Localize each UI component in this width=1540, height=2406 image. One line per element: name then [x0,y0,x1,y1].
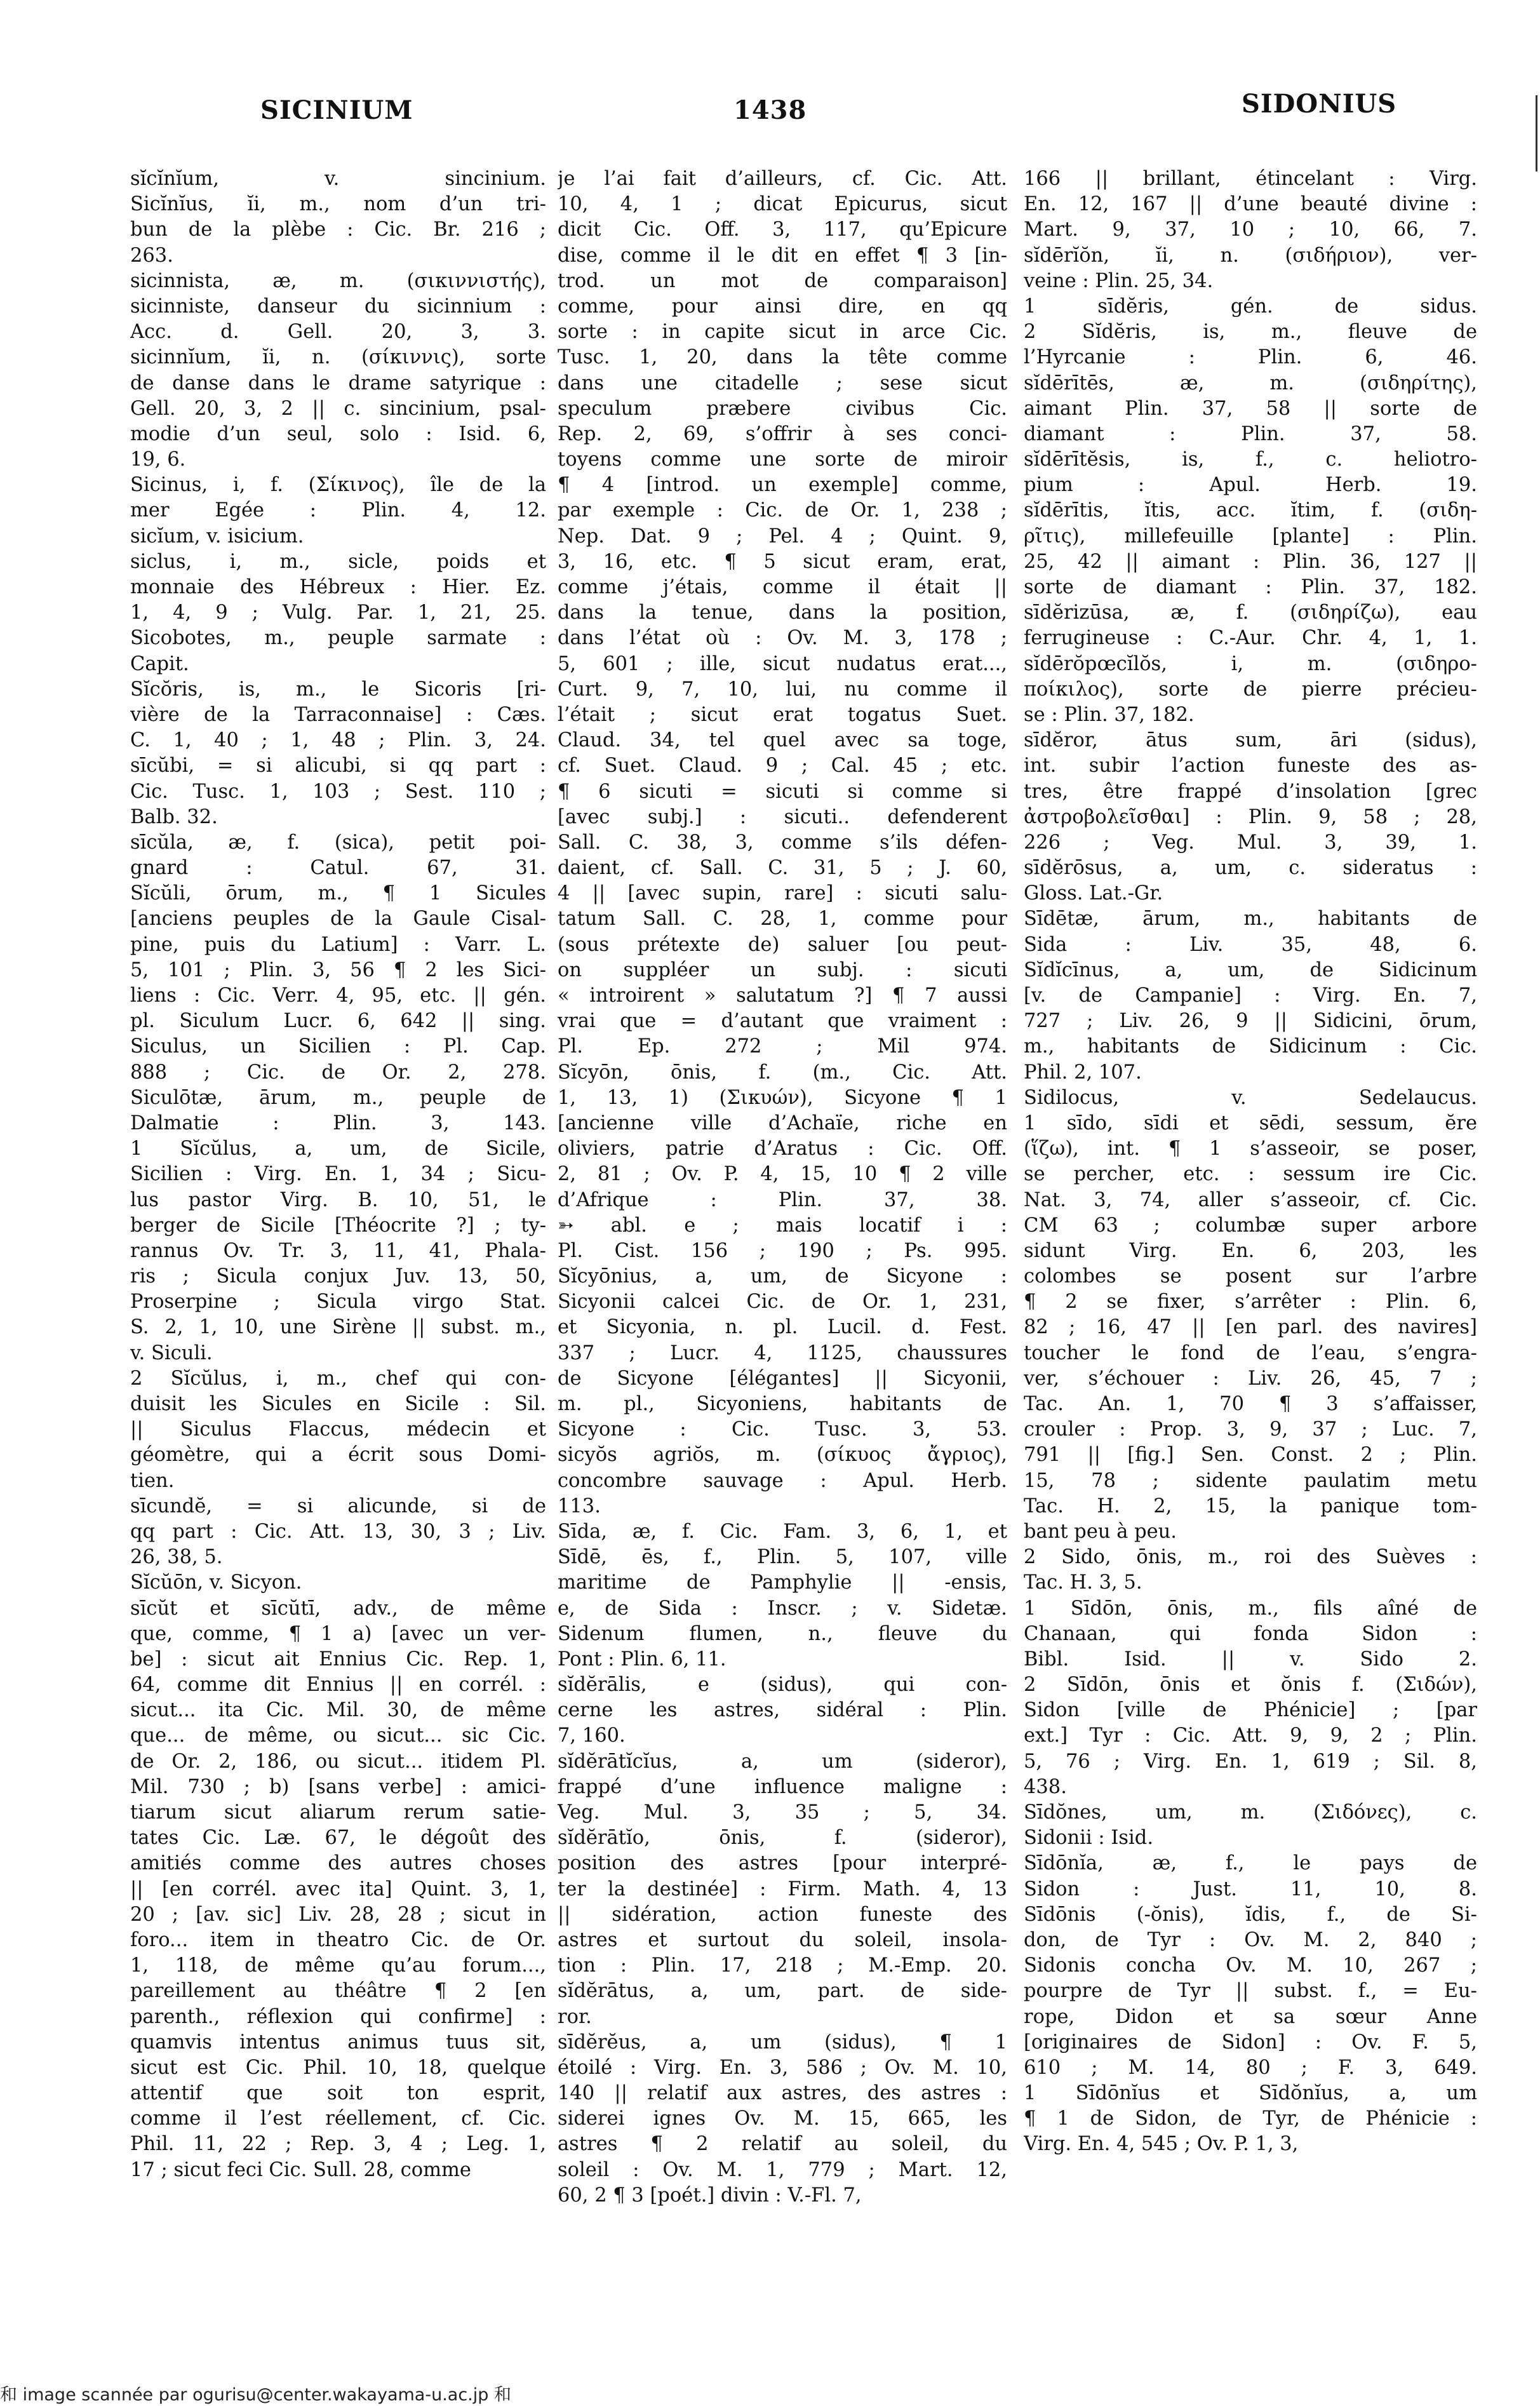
text-line: 1, 13, 1) (Σικυών), Sicyone ¶ 1 [558,1086,1007,1109]
text-line: géomètre, qui a écrit sous Domi- [130,1444,546,1467]
text-line: sĭdĕrātus, a, um, part. de side- [558,1980,1007,2003]
text-line: sīdĕrōsus, a, um, c. sideratus : [1024,857,1477,880]
text-line: Siculōtæ, ārum, m., peuple de [130,1086,546,1109]
text-line: frappé d’une influence maligne : [558,1775,1007,1798]
text-line: pourpre de Tyr || subst. f., = Eu- [1024,1980,1477,2003]
text-line: comme j’étais, comme il était || [558,576,1007,598]
text-line: bant peu à peu. [1024,1520,1177,1543]
text-line: 263. [130,244,173,267]
scan-credit-footer: 和 image scannée par ogurisu@center.wakayama-u.ac.jp 和 [0,2385,511,2405]
text-line: daient, cf. Sall. C. 31, 5 ; J. 60, [558,857,1007,880]
text-line: 1, 118, de même qu’au forum..., [130,1954,546,1977]
text-line: 17 ; sicut feci Cic. Sull. 28, comme [130,2158,471,2181]
text-line: 82 ; 16, 47 || [en parl. des navires] [1024,1316,1477,1339]
text-line: crouler : Prop. 3, 9, 37 ; Luc. 7, [1024,1418,1477,1441]
text-line: 5, 101 ; Plin. 3, 56 ¶ 2 les Sici- [130,958,546,981]
text-line: 1 sīdo, sīdi et sēdi, sessum, ĕre [1024,1112,1477,1134]
text-line: Sīdētæ, ārum, m., habitants de [1024,908,1477,931]
text-line: on suppléer un subj. : sicuti [558,958,1007,981]
text-line: dicit Cic. Off. 3, 117, qu’Epicure [558,218,1007,241]
text-line: tiarum sicut aliarum rerum satie- [130,1801,546,1824]
text-line: ρῖτις), millefeuille [plante] : Plin. [1024,525,1477,548]
text-line: m. pl., Sicyoniens, habitants de [558,1393,1007,1415]
text-line: sĭdĕrālis, e (sidus), qui con- [558,1674,1007,1697]
text-line: lus pastor Virg. B. 10, 51, le [130,1188,546,1211]
text-line: concombre sauvage : Apul. Herb. [558,1469,1007,1492]
text-line: Mil. 730 ; b) [sans verbe] : amici- [130,1775,546,1798]
text-line: Sīdōnis (-ŏnis), ĭdis, f., de Si- [1024,1903,1477,1926]
text-line: 1 Sīdōnĭus et Sīdŏnĭus, a, um [1024,2082,1477,2105]
text-line: Mart. 9, 37, 10 ; 10, 66, 7. [1024,218,1477,241]
text-line: 19, 6. [130,448,186,471]
text-line: cf. Suet. Claud. 9 ; Cal. 45 ; etc. [558,755,1007,777]
text-line: Sīdōnĭa, æ, f., le pays de [1024,1852,1477,1875]
text-line: (sous prétexte de) saluer [ou peut- [558,933,1007,956]
text-line: « introirent » salutatum ?] ¶ 7 aussi [558,985,1007,1007]
text-line: sĭdērītis, ĭtis, acc. ĭtim, f. (σιδη- [1024,499,1477,522]
text-line: S. 2, 1, 10, une Sirène || subst. m., [130,1316,546,1339]
text-line: tion : Plin. 17, 218 ; M.-Emp. 20. [558,1954,1007,1977]
text-line: 15, 78 ; sidente paulatim metu [1024,1469,1477,1492]
column-3 [1024,166,1477,2158]
text-line: En. 12, 167 || d’une beauté divine : [1024,193,1477,216]
text-line: Sida : Liv. 35, 48, 6. [1024,933,1477,956]
text-line: 5, 601 ; ille, sicut nudatus erat..., [558,652,1007,675]
text-line: et Sicyonia, n. pl. Lucil. d. Fest. [558,1316,1007,1339]
text-line: CM 63 ; columbæ super arbore [1024,1214,1477,1237]
text-line: Tac. H. 2, 15, la panique tom- [1024,1495,1477,1517]
text-line: Sicinus, i, f. (Σίκινος), île de la [130,474,546,497]
text-line: sīcŭla, æ, f. (sica), petit poi- [130,831,546,854]
text-line: 727 ; Liv. 26, 9 || Sidicini, ōrum, [1024,1010,1477,1033]
text-line: || Siculus Flaccus, médecin et [130,1418,546,1441]
text-line: int. subir l’action funeste des as- [1024,755,1477,777]
text-line: 226 ; Veg. Mul. 3, 39, 1. [1024,831,1477,854]
text-line: sīcŭbi, = si alicubi, si qq part : [130,755,546,777]
text-line: dans une citadelle ; sese sicut [558,372,1007,394]
text-line: position des astres [pour interpré- [558,1852,1007,1875]
text-line: || sidération, action funeste des [558,1903,1007,1926]
text-line: Nep. Dat. 9 ; Pel. 4 ; Quint. 9, [558,525,1007,548]
text-line: tres, être frappé d’insolation [grec [1024,780,1477,803]
text-line: monnaie des Hébreux : Hier. Ez. [130,576,546,598]
text-line: ¶ 4 [introd. un exemple] comme, [558,474,1007,497]
text-line: Sĭdĭcīnus, a, um, de Sidicinum [1024,958,1477,981]
text-line: Phil. 2, 107. [1024,1061,1142,1084]
text-line: amitiés comme des autres choses [130,1852,546,1875]
text-line: Pl. Cist. 156 ; 190 ; Ps. 995. [558,1239,1007,1262]
text-line: Pont : Plin. 6, 11. [558,1648,726,1670]
text-line: pium : Apul. Herb. 19. [1024,474,1477,497]
text-line: tien. [130,1469,175,1492]
text-line: 25, 42 || aimant : Plin. 36, 127 || [1024,550,1477,573]
text-line: se : Plin. 37, 182. [1024,703,1195,726]
text-line: Sĭcŏris, is, m., le Sicoris [ri- [130,678,546,701]
text-line: sicyŏs agriŏs, m. (σίκυος ἄγριος), [558,1444,1007,1467]
text-line: dans l’état où : Ov. M. 3, 178 ; [558,627,1007,650]
text-line: cerne les astres, sidéral : Plin. [558,1699,1007,1722]
text-line: Sīdē, ēs, f., Plin. 5, 107, ville [558,1546,1007,1569]
text-line: d’Afrique : Plin. 37, 38. [558,1188,1007,1211]
text-line: duisit les Sicules en Sicile : Sil. [130,1393,546,1415]
text-line: Sidenum flumen, n., fleuve du [558,1622,1007,1645]
text-line: ¶ 2 se fixer, s’arrêter : Plin. 6, [1024,1291,1477,1314]
text-line: diamant : Plin. 37, 58. [1024,422,1477,445]
text-line: sĭdĕrātĭo, ōnis, f. (sideror), [558,1827,1007,1850]
text-line: 64, comme dit Ennius || en corrél. : [130,1674,546,1697]
text-line: Capit. [130,652,189,675]
text-line: Sicyone : Cic. Tusc. 3, 53. [558,1418,1007,1441]
text-line: étoilé : Virg. En. 3, 586 ; Ov. M. 10, [558,2056,1007,2079]
text-line: 610 ; M. 14, 80 ; F. 3, 649. [1024,2056,1477,2079]
text-line: de Sicyone [élégantes] || Sicyonii, [558,1367,1007,1390]
text-line: gnard : Catul. 67, 31. [130,857,546,880]
running-head-left: SICINIUM [260,95,413,125]
text-line: Sidon : Just. 11, 10, 8. [1024,1878,1477,1900]
text-line: pareillement au théâtre ¶ 2 [en [130,1980,546,2003]
text-line: toucher le fond de l’eau, s’engra- [1024,1341,1477,1364]
text-line: Sicĭnĭus, ĭi, m., nom d’un tri- [130,193,546,216]
text-line: de Or. 2, 186, ou sicut... itidem Pl. [130,1750,546,1773]
text-line: 1, 4, 9 ; Vulg. Par. 1, 21, 25. [130,602,546,624]
text-line: Tac. H. 3, 5. [1024,1571,1142,1594]
text-line: 7, 160. [558,1724,626,1747]
text-line: ver, s’échouer : Liv. 26, 45, 7 ; [1024,1367,1477,1390]
text-line: sīdĕrĕus, a, um (sidus), ¶ 1 [558,2031,1007,2053]
text-line: bun de la plèbe : Cic. Br. 216 ; [130,218,546,241]
text-line: qq part : Cic. Att. 13, 30, 3 ; Liv. [130,1520,546,1543]
text-line: Sidon [ville de Phénicie] ; [par [1024,1699,1477,1722]
text-line: e, de Sida : Inscr. ; v. Sidetæ. [558,1597,1007,1620]
text-line: Sĭcŭli, ōrum, m., ¶ 1 Sicules [130,882,546,905]
text-line: modie d’un seul, solo : Isid. 6, [130,422,546,445]
text-line: 1 Sīdōn, ōnis, m., fils aîné de [1024,1597,1477,1620]
text-line: Sīda, æ, f. Cic. Fam. 3, 6, 1, et [558,1520,1007,1543]
text-line: soleil : Ov. M. 1, 779 ; Mart. 12, [558,2158,1007,2181]
text-line: C. 1, 40 ; 1, 48 ; Plin. 3, 24. [130,729,546,752]
text-line: [ancienne ville d’Achaïe, riche en [558,1112,1007,1134]
text-line: tates Cic. Læ. 67, le dégoût des [130,1827,546,1850]
text-line: oliviers, patrie d’Aratus : Cic. Off. [558,1138,1007,1160]
text-line: 2 Sĭdĕris, is, m., fleuve de [1024,321,1477,344]
text-line: 791 || [fig.] Sen. Const. 2 ; Plin. [1024,1444,1477,1467]
text-line: que, comme, ¶ 1 a) [avec un ver- [130,1622,546,1645]
text-line: Pl. Ep. 272 ; Mil 974. [558,1035,1007,1058]
text-line: veine : Plin. 25, 34. [1024,269,1214,292]
running-head-right: SIDONIUS [1242,89,1397,119]
text-line: Chanaan, qui fonda Sidon : [1024,1622,1477,1645]
text-line: 140 || relatif aux astres, des astres : [558,2082,1007,2105]
text-line: siclus, i, m., sicle, poids et [130,550,546,573]
text-line: trod. un mot de comparaison] [558,269,1007,292]
text-line: 1 Sĭcŭlus, a, um, de Sicile, [130,1138,546,1160]
text-line: Curt. 9, 7, 10, lui, nu comme il [558,678,1007,701]
text-line: 1 sīdĕris, gén. de sidus. [1024,295,1477,318]
text-line: comme, pour ainsi dire, en qq [558,295,1007,318]
scan-edge-line [1536,95,1537,171]
text-line: Virg. En. 4, 545 ; Ov. P. 1, 3, [1024,2133,1299,2156]
text-line: sicĭum, v. isicium. [130,525,304,548]
text-line: Balb. 32. [130,805,218,828]
text-line: sĭdērĭŏn, ĭi, n. (σιδήριον), ver- [1024,244,1477,267]
text-line: sīcŭt et sīcŭtī, adv., de même [130,1597,546,1620]
text-line: Tac. An. 1, 70 ¶ 3 s’affaisser, [1024,1393,1477,1415]
text-line: 60, 2 ¶ 3 [poét.] divin : V.-Fl. 7, [558,2184,862,2207]
text-line: (ἵζω), int. ¶ 1 s’asseoir, se poser, [1024,1138,1477,1160]
column-2 [558,166,1007,2208]
text-line: maritime de Pamphylie || -ensis, [558,1571,1007,1594]
text-line: sorte de diamant : Plin. 37, 182. [1024,576,1477,598]
text-line: Sidonis concha Ov. M. 10, 267 ; [1024,1954,1477,1977]
text-line: sĭdĕrātĭcĭus, a, um (sideror), [558,1750,1007,1773]
text-line: sicut est Cic. Phil. 10, 18, quelque [130,2056,546,2079]
text-line: Phil. 11, 22 ; Rep. 3, 4 ; Leg. 1, [130,2133,546,2156]
text-line: dans la tenue, dans la position, [558,602,1007,624]
text-line: sicinnĭum, ĭi, n. (σίκιννις), sorte [130,346,546,369]
text-line: [v. de Campanie] : Virg. En. 7, [1024,985,1477,1007]
text-line: l’était ; sicut erat togatus Suet. [558,703,1007,726]
text-line: Sidonii : Isid. [1024,1827,1154,1850]
text-line: 10, 4, 1 ; dicat Epicurus, sicut [558,193,1007,216]
text-line: berger de Sicile [Théocrite ?] ; ty- [130,1214,546,1237]
text-line: par exemple : Cic. de Or. 1, 238 ; [558,499,1007,522]
text-line: m., habitants de Sidicinum : Cic. [1024,1035,1477,1058]
text-line: sīdĕrizūsa, æ, f. (σιδηρίζω), eau [1024,602,1477,624]
text-line: Dalmatie : Plin. 3, 143. [130,1112,546,1134]
text-line: sīdĕror, ātus sum, āri (sidus), [1024,729,1477,752]
text-line: comme il l’est réellement, cf. Cic. [130,2107,546,2130]
text-line: Sicyonii calcei Cic. de Or. 1, 231, [558,1291,1007,1314]
text-line: tatum Sall. C. 28, 1, comme pour [558,908,1007,931]
text-line: ferrugineuse : C.-Aur. Chr. 4, 1, 1. [1024,627,1477,650]
text-line: v. Siculi. [130,1341,213,1364]
text-line: be] : sicut ait Ennius Cic. Rep. 1, [130,1648,546,1670]
text-line: sicinnista, æ, m. (σικιννιστής), [130,269,546,292]
text-line: [avec subj.] : sicuti.. defenderent [558,805,1007,828]
text-line: 166 || brillant, étincelant : Virg. [1024,168,1477,190]
text-line: sorte : in capite sicut in arce Cic. [558,321,1007,344]
text-line: je l’ai fait d’ailleurs, cf. Cic. Att. [558,168,1007,190]
text-line: mer Egée : Plin. 4, 12. [130,499,546,522]
text-line: 2 Sĭcŭlus, i, m., chef qui con- [130,1367,546,1390]
text-line: 113. [558,1495,601,1517]
text-line: ror. [558,2005,592,2028]
text-line: sicinniste, danseur du sicinnium : [130,295,546,318]
text-line: Veg. Mul. 3, 35 ; 5, 34. [558,1801,1007,1824]
text-line: Sĭcyōnius, a, um, de Sicyone : [558,1265,1007,1288]
text-line: sidunt Virg. En. 6, 203, les [1024,1239,1477,1262]
text-line: 4 || [avec supin, rare] : sicuti salu- [558,882,1007,905]
text-line: 5, 76 ; Virg. En. 1, 619 ; Sil. 8, [1024,1750,1477,1773]
text-line: se percher, etc. : sessum ire Cic. [1024,1163,1477,1186]
text-line: colombes se posent sur l’arbre [1024,1265,1477,1288]
text-line: 2, 81 ; Ov. P. 4, 15, 10 ¶ 2 ville [558,1163,1007,1186]
text-line: ris ; Sicula conjux Juv. 13, 50, [130,1265,546,1288]
text-line: 888 ; Cic. de Or. 2, 278. [130,1061,546,1084]
text-line: liens : Cic. Verr. 4, 95, etc. || gén. [130,985,546,1007]
text-line: Sīdŏnes, um, m. (Σιδόνες), c. [1024,1801,1477,1824]
text-line: speculum præbere civibus Cic. [558,397,1007,420]
text-line: 2 Sīdōn, ōnis et ŏnis f. (Σιδών), [1024,1674,1477,1697]
text-line: pl. Siculum Lucr. 6, 642 || sing. [130,1010,546,1033]
text-line: Nat. 3, 74, aller s’asseoir, cf. Cic. [1024,1188,1477,1211]
text-line: [anciens peuples de la Gaule Cisal- [130,908,546,931]
text-line: ¶ 1 de Sidon, de Tyr, de Phénicie : [1024,2107,1477,2130]
text-line: Sall. C. 38, 3, comme s’ils défen- [558,831,1007,854]
text-line: siderei ignes Ov. M. 15, 665, les [558,2107,1007,2130]
text-line: l’Hyrcanie : Plin. 6, 46. [1024,346,1477,369]
text-line: foro... item in theatro Cic. de Or. [130,1928,546,1951]
text-line: ἀστροβολεῖσθαι] : Plin. 9, 58 ; 28, [1024,805,1477,828]
text-line: 3, 16, etc. ¶ 5 sicut eram, erat, [558,550,1007,573]
text-line: || [en corrél. avec ita] Quint. 3, 1, [130,1878,546,1900]
text-line: Claud. 34, tel quel avec sa toge, [558,729,1007,752]
text-line: sĭdērŏpœcĭlŏs, i, m. (σιδηρο- [1024,652,1477,675]
text-line: ext.] Tyr : Cic. Att. 9, 9, 2 ; Plin. [1024,1724,1477,1747]
text-line: astres et surtout du soleil, insola- [558,1928,1007,1951]
text-line: dise, comme il le dit en effet ¶ 3 [in- [558,244,1007,267]
text-line: vrai que = d’autant que vraiment : [558,1010,1007,1033]
text-line: toyens comme une sorte de miroir [558,448,1007,471]
text-line: Sicobotes, m., peuple sarmate : [130,627,546,650]
text-line: 2 Sido, ōnis, m., roi des Suèves : [1024,1546,1477,1569]
text-line: sĭdērītĕsis, is, f., c. heliotro- [1024,448,1477,471]
text-line: Cic. Tusc. 1, 103 ; Sest. 110 ; [130,780,546,803]
text-line: astres ¶ 2 relatif au soleil, du [558,2133,1007,2156]
text-line: 26, 38, 5. [130,1546,223,1569]
text-line: ➳ abl. e ; mais locatif i : [558,1214,1007,1237]
text-line: parenth., réflexion qui confirme] : [130,2005,546,2028]
text-line: sicut... ita Cic. Mil. 30, de même [130,1699,546,1722]
text-line: Sidilocus, v. Sedelaucus. [1024,1086,1477,1109]
text-line: Bibl. Isid. || v. Sido 2. [1024,1648,1477,1670]
text-line: vière de la Tarraconnaise] : Cæs. [130,703,546,726]
text-line: sĭcĭnĭum, v. sincinium. [130,168,546,190]
column-1 [130,166,546,2183]
text-line: Gloss. Lat.-Gr. [1024,882,1163,905]
text-line: 337 ; Lucr. 4, 1125, chaussures [558,1341,1007,1364]
text-line: rope, Didon et sa sœur Anne [1024,2005,1477,2028]
text-line: sīcundĕ, = si alicunde, si de [130,1495,546,1517]
text-line: sĭdērītēs, æ, m. (σιδηρίτης), [1024,372,1477,394]
text-line: Acc. d. Gell. 20, 3, 3. [130,321,546,344]
text-line: Sĭcyōn, ōnis, f. (m., Cic. Att. [558,1061,1007,1084]
page-number: 1438 [733,95,807,125]
text-line: Tusc. 1, 20, dans la tête comme [558,346,1007,369]
text-line: ter la destinée] : Firm. Math. 4, 13 [558,1878,1007,1900]
text-line: attentif que soit ton esprit, [130,2082,546,2105]
text-line: rannus Ov. Tr. 3, 11, 41, Phala- [130,1239,546,1262]
text-line: 20 ; [av. sic] Liv. 28, 28 ; sicut in [130,1903,546,1926]
text-line: don, de Tyr : Ov. M. 2, 840 ; [1024,1928,1477,1951]
text-line: ποίκιλος), sorte de pierre précieu- [1024,678,1477,701]
text-line: Rep. 2, 69, s’offrir à ses conci- [558,422,1007,445]
text-line: Siculus, un Sicilien : Pl. Cap. [130,1035,546,1058]
text-line: que... de même, ou sicut... sic Cic. [130,1724,546,1747]
text-line: Sicilien : Virg. En. 1, 34 ; Sicu- [130,1163,546,1186]
text-line: Sĭcŭōn, v. Sicyon. [130,1571,302,1594]
text-line: [originaires de Sidon] : Ov. F. 5, [1024,2031,1477,2053]
text-line: Proserpine ; Sicula virgo Stat. [130,1291,546,1314]
text-line: ¶ 6 sicuti = sicuti si comme si [558,780,1007,803]
text-line: quamvis intentus animus tuus sit, [130,2031,546,2053]
text-line: de danse dans le drame satyrique : [130,372,546,394]
text-line: aimant Plin. 37, 58 || sorte de [1024,397,1477,420]
text-line: Gell. 20, 3, 2 || c. sincinium, psal- [130,397,546,420]
text-line: 438. [1024,1775,1067,1798]
text-line: pine, puis du Latium] : Varr. L. [130,933,546,956]
